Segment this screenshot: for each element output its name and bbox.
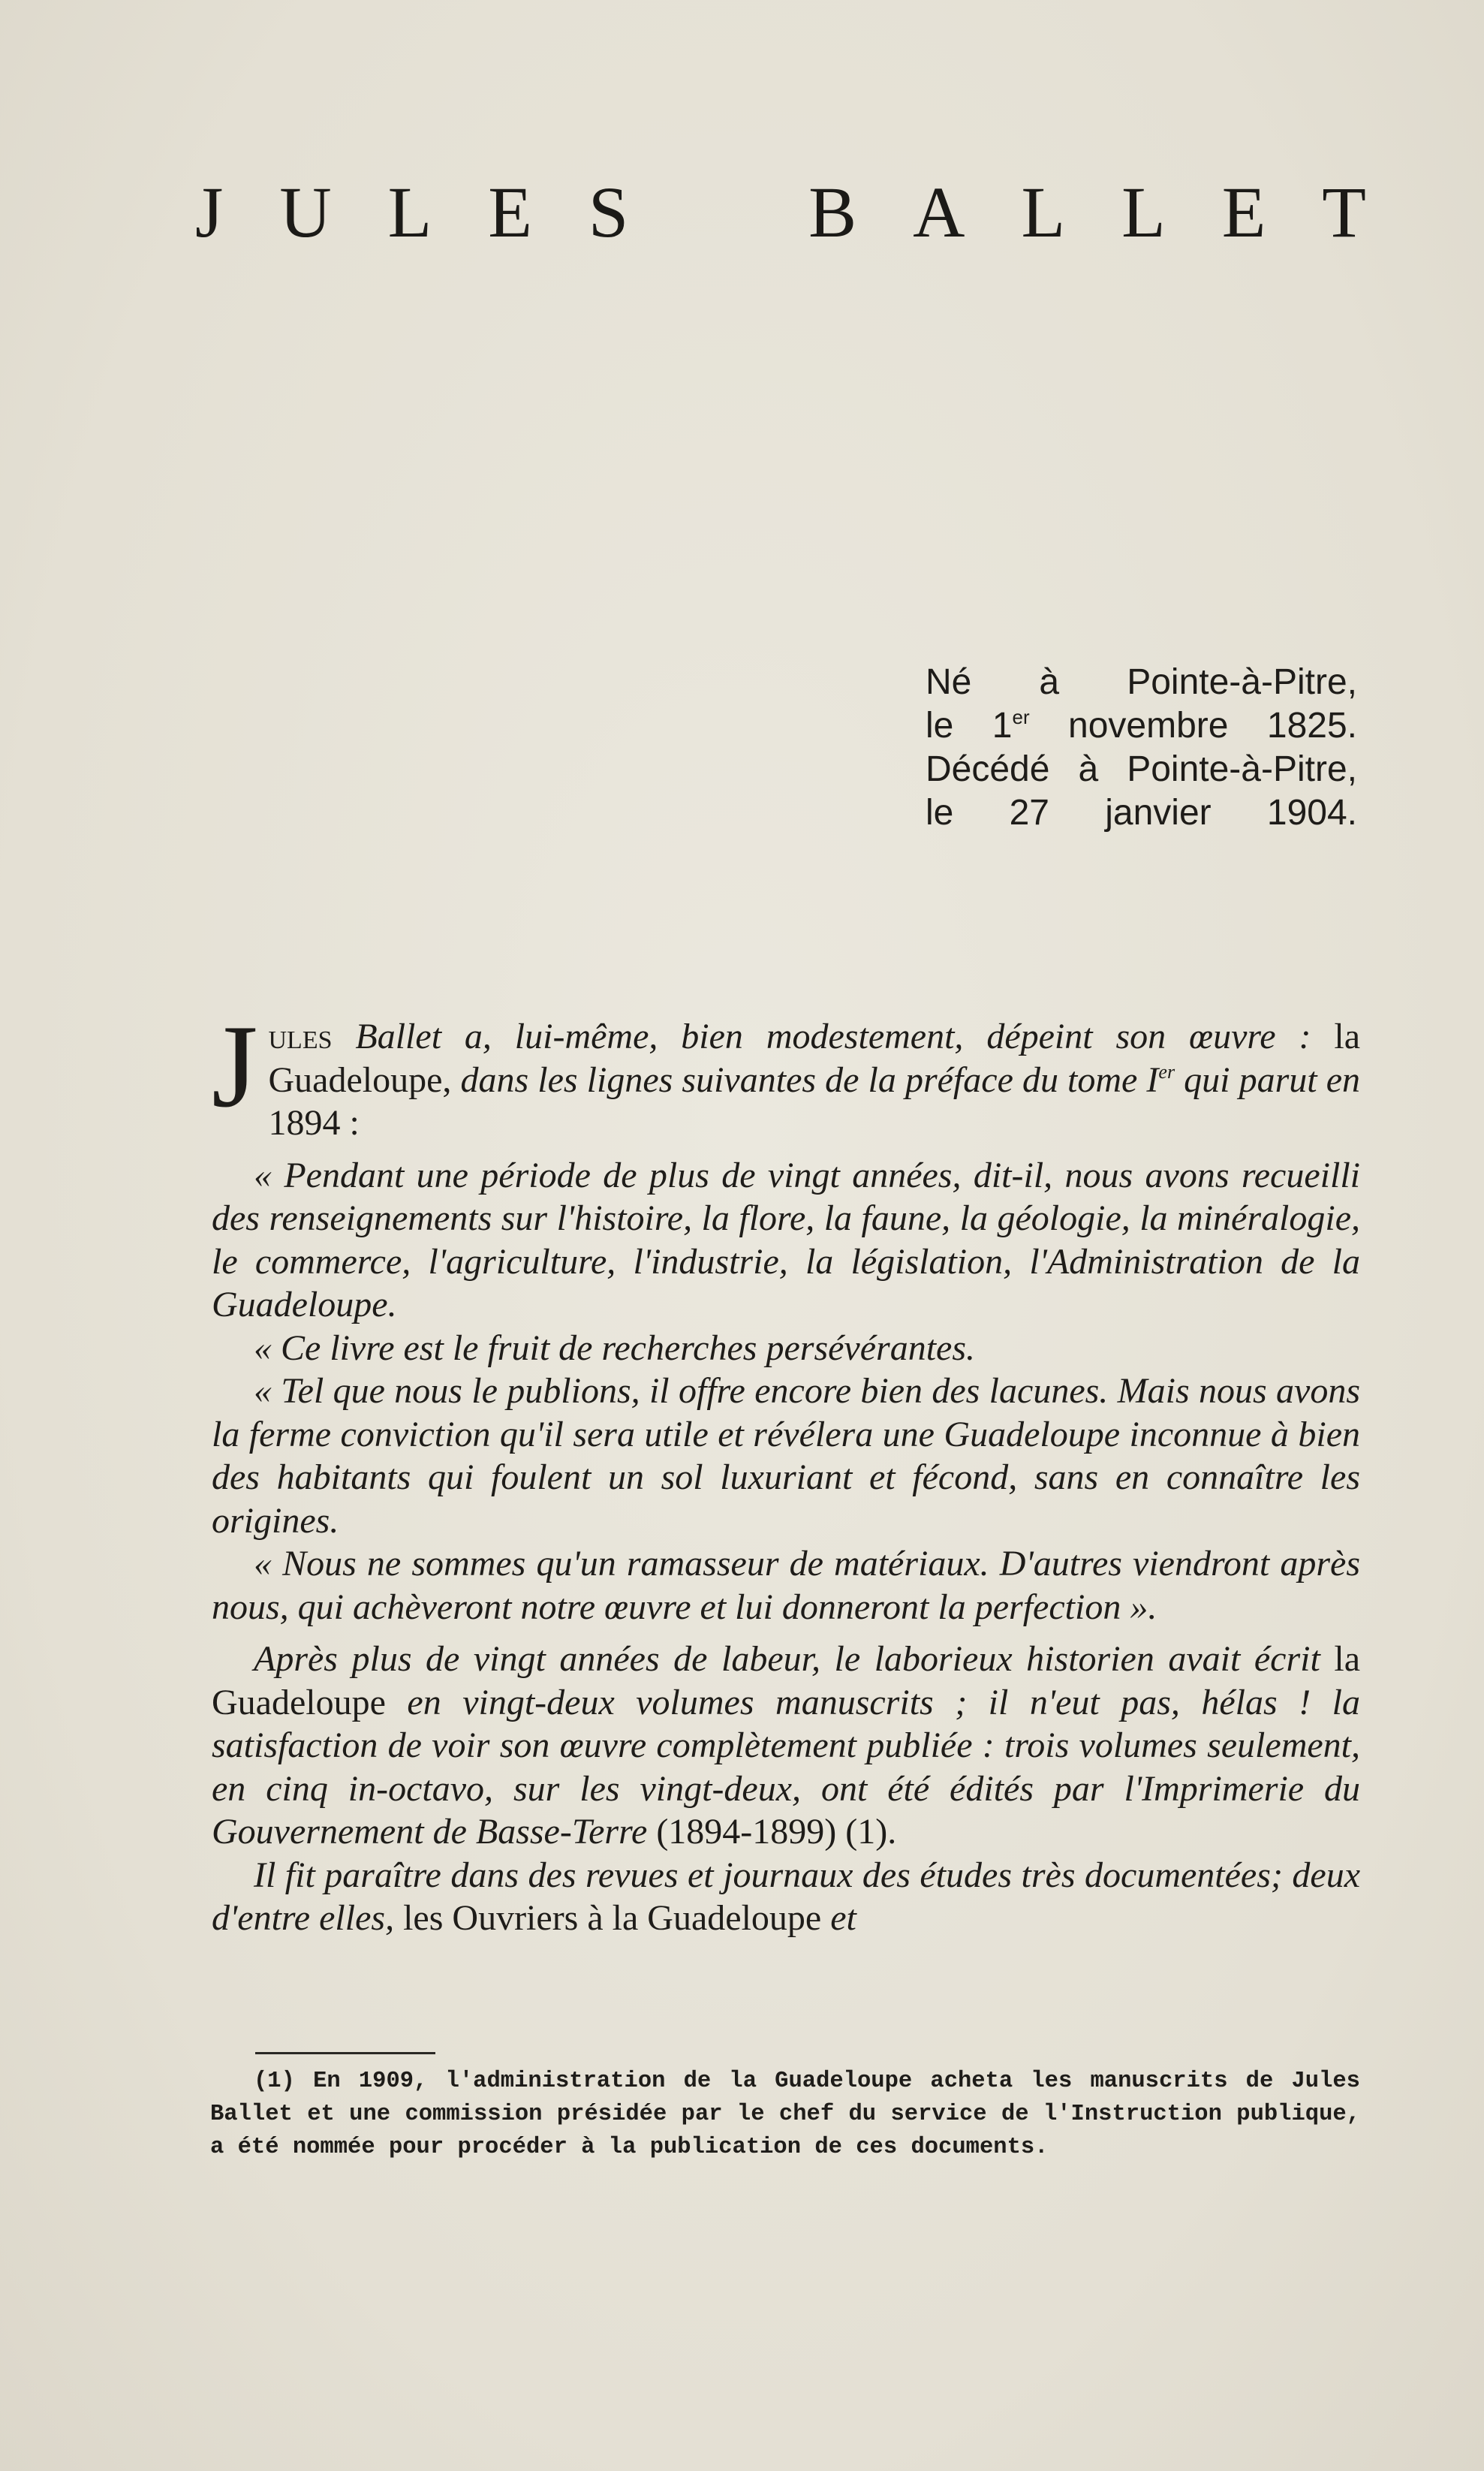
title-letter: B (808, 172, 857, 252)
title-letter: L (1121, 172, 1166, 252)
title-letter: E (488, 172, 532, 252)
quote-paragraph: « Nous ne sommes qu'un ramasseur de matériaux. D'autres viendront après nous, qui achèveront notre œuvre et lui donneront la perfection ». (212, 1544, 1360, 1627)
title-letter: L (387, 172, 432, 252)
title-letter: S (588, 172, 629, 252)
paragraph-studies: Il fit paraître dans des revues et journaux des études très documentées; deux d'entre elles, les Ouvriers à la Guadeloupe et (212, 1855, 1360, 1938)
death-place-line: Décédé à Pointe-à-Pitre, (926, 749, 1357, 789)
birth-death-dates (926, 661, 1357, 835)
title-letter: A (913, 172, 965, 252)
drop-cap: J (212, 1001, 258, 1132)
biography-text (212, 1001, 1361, 1940)
paragraph-works: Après plus de vingt années de labeur, le laborieux historien avait écrit la Guadeloupe en vingt-deux volumes manuscrits ; il n'eut pas, hélas ! la satisfaction de voir son œuvre complètement publiée : trois volumes seulement, en cinq in-octavo, sur les vingt-deux, ont été édités par l'Imprimerie du Gouvernement de Basse-Terre (1894-1899) (1). (212, 1639, 1360, 1852)
paragraph-intro: Jules Ballet a, lui-même, bien modestement, dépeint son œuvre : la Guadeloupe, dans les lignes suivantes de la préface du tome Ier qui parut en 1894 : (212, 1001, 1361, 1143)
birth-place-line: Né à Pointe-à-Pitre, (926, 662, 1357, 702)
title-letter: U (279, 172, 332, 252)
death-date-line: le 27 janvier 1904. (926, 793, 1357, 833)
title-letter: J (195, 172, 224, 252)
title-letter: L (1021, 172, 1066, 252)
title-letter: T (1322, 172, 1366, 252)
quote-paragraph: « Tel que nous le publions, il offre encore bien des lacunes. Mais nous avons la ferme conviction qu'il sera utile et révélera une Guadeloupe inconnue à bien des habitants qui foulent un sol luxuriant et fécond, sans en connaître les origines. (212, 1371, 1360, 1541)
quote-paragraph: « Pendant une période de plus de vingt années, dit-il, nous avons recueilli des renseignements sur l'histoire, la flore, la faune, la géologie, la minéralogie, le commerce, l'agriculture, l'industrie, la législation, l'Administration de la Guadeloupe. (212, 1155, 1360, 1324)
page-title (195, 172, 1366, 252)
footnote: (1) En 1909, l'administration de la Guadeloupe acheta les manuscrits de Jules Ballet et une commission présidée par le chef du service de l'Instruction publique, a été nommée pour procéder à la publication de ces documents. (210, 2069, 1360, 2160)
footnote-divider (255, 2052, 435, 2054)
title-letter: E (1221, 172, 1266, 252)
quote-paragraph: « Ce livre est le fruit de recherches persévérantes. (254, 1327, 976, 1368)
birth-date-line: le 1er novembre 1825. (926, 706, 1358, 746)
